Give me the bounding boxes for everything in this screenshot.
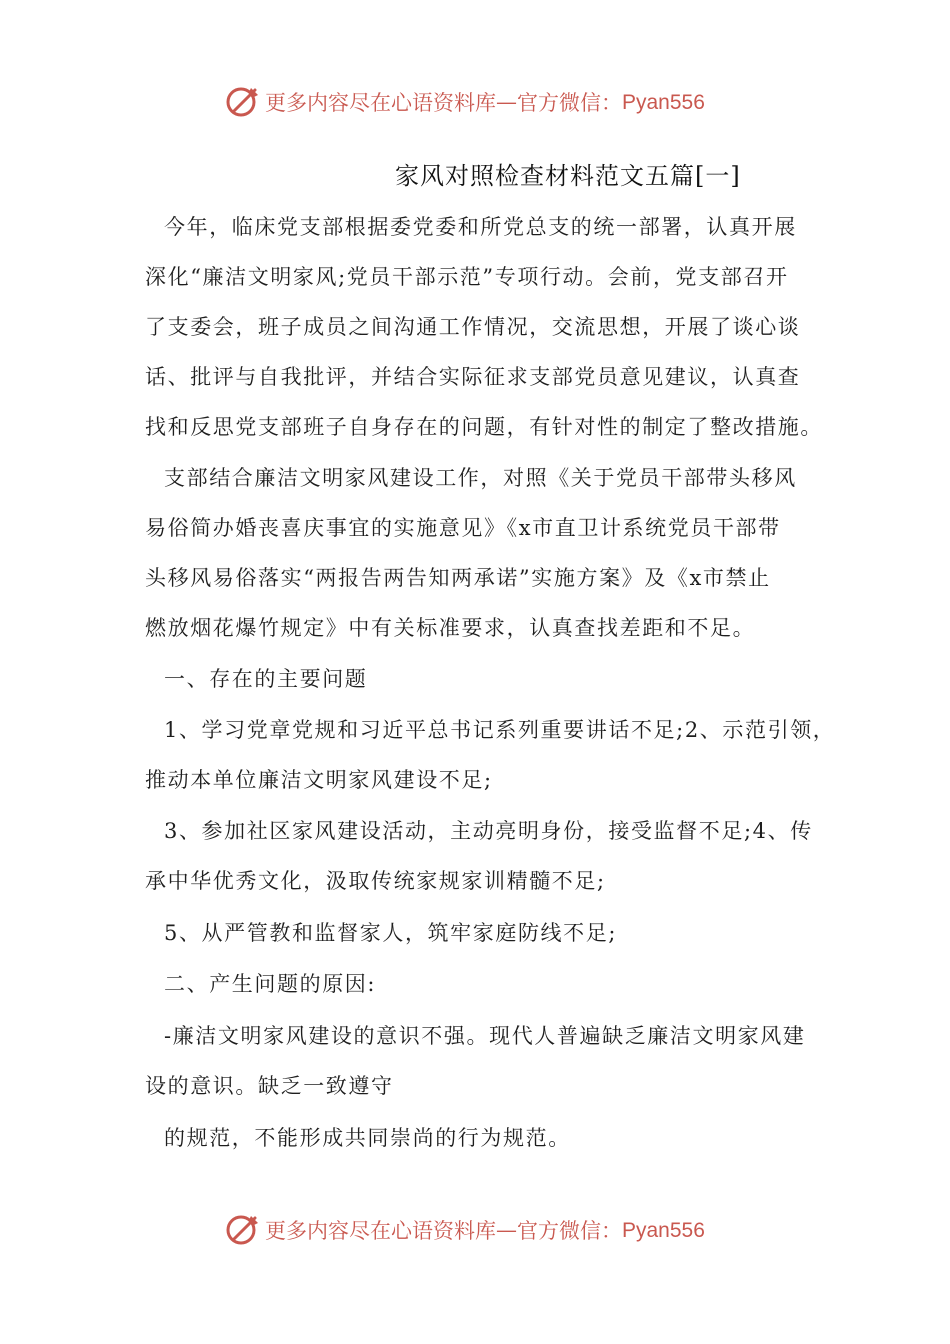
document-title: 家风对照检查材料范文五篇[一] xyxy=(395,162,741,190)
brand-name: 更多内容尽在心语资料库 xyxy=(265,1219,496,1243)
contact-id: Pyan556 xyxy=(622,90,705,114)
body-line: 设的意识。缺乏一致遵守 xyxy=(145,1074,394,1098)
contact-dash: — xyxy=(496,1218,517,1242)
body-line: 5、从严管教和监督家人，筑牢家庭防线不足; xyxy=(164,921,618,945)
contact-label: 官方微信： xyxy=(517,1219,622,1243)
body-line: 3、参加社区家风建设活动，主动亮明身份，接受监督不足;4、传 xyxy=(164,819,813,843)
body-line: 支部结合廉洁文明家风建设工作，对照《关于党员干部带头移风 xyxy=(164,466,797,490)
pen-logo-icon xyxy=(225,84,261,120)
footer-banner xyxy=(225,1210,745,1250)
section-heading: 二、产生问题的原因: xyxy=(164,972,377,996)
body-line: 燃放烟花爆竹规定》中有关标准要求，认真查找差距和不足。 xyxy=(145,616,756,640)
body-line: 的规范，不能形成共同崇尚的行为规范。 xyxy=(164,1126,571,1150)
body-line: 易俗简办婚丧喜庆事宜的实施意见》《x市直卫计系统党员干部带 xyxy=(145,516,781,540)
body-line: 今年，临床党支部根据委党委和所党总支的统一部署，认真开展 xyxy=(164,215,797,239)
contact-id: Pyan556 xyxy=(622,1218,705,1242)
body-line: 深化“廉洁文明家风;党员干部示范”专项行动。会前，党支部召开 xyxy=(145,265,789,289)
body-line: 了支委会，班子成员之间沟通工作情况，交流思想，开展了谈心谈 xyxy=(145,315,801,339)
body-line: 头移风易俗落实“两报告两告知两承诺”实施方案》及《x市禁止 xyxy=(145,566,771,590)
body-line: 1、学习党章党规和习近平总书记系列重要讲话不足;2、示范引领， xyxy=(164,718,836,742)
body-line: 承中华优秀文化，汲取传统家规家训精髓不足; xyxy=(145,869,606,893)
body-line: 推动本单位廉洁文明家风建设不足; xyxy=(145,768,493,792)
body-line: 找和反思党支部班子自身存在的问题，有针对性的制定了整改措施。 xyxy=(145,415,823,439)
contact-dash: — xyxy=(496,90,517,114)
body-line: 话、批评与自我批评，并结合实际征求支部党员意见建议，认真查 xyxy=(145,365,801,389)
pen-logo-icon xyxy=(225,1212,261,1248)
contact-label: 官方微信： xyxy=(517,91,622,115)
body-line: -廉洁文明家风建设的意识不强。现代人普遍缺乏廉洁文明家风建 xyxy=(164,1024,806,1048)
section-heading: 一、存在的主要问题 xyxy=(164,667,368,691)
header-banner xyxy=(225,82,745,122)
brand-name: 更多内容尽在心语资料库 xyxy=(265,91,496,115)
